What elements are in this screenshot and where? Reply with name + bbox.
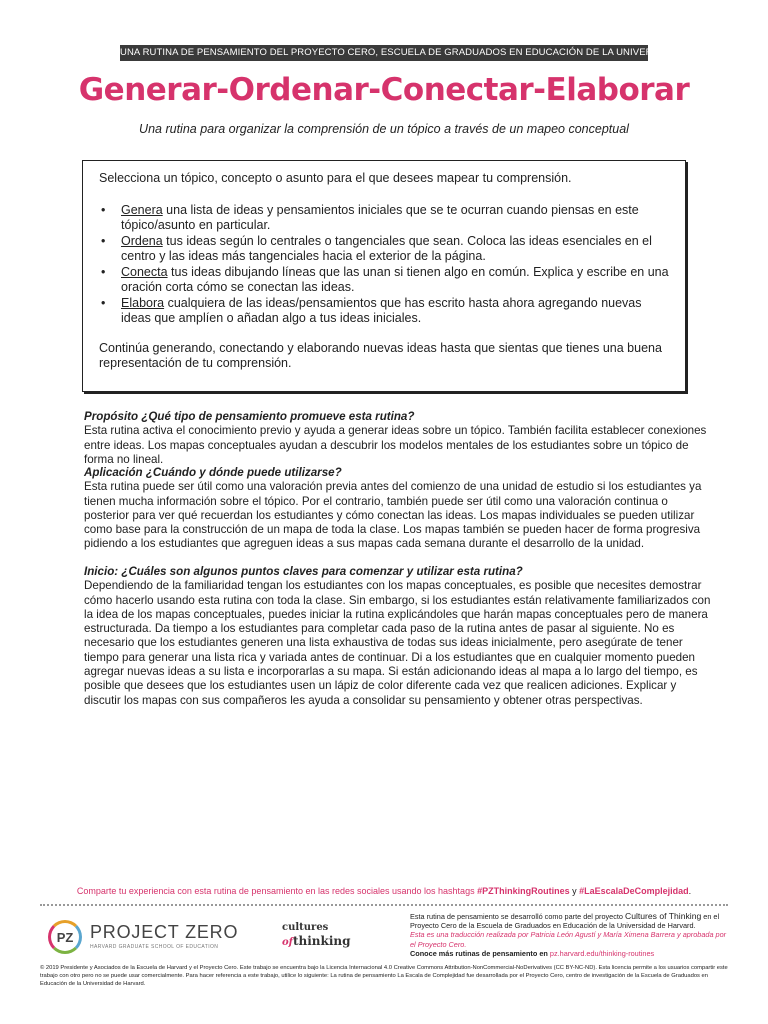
section-heading: Aplicación ¿Cuándo y dónde puede utilizarse? <box>84 466 342 479</box>
more-label: Conoce más rutinas de pensamiento en <box>410 948 550 958</box>
step-keyword: Elabora <box>121 295 165 310</box>
share-end: . <box>688 886 692 896</box>
hashtag-link[interactable]: #LaEscalaDeComplejidad <box>579 886 689 896</box>
section-body: Dependiendo de la familiaridad tengan los estudiantes con los mapas conceptuales, es posible que necesites demostrar cómo hacerlo usando esta rutina con toda la clase. Sin embargo, si los estudiantes están relativamente familiarizados con la idea de los mapas conceptuales, puedes iniciar la rutina explicándoles que harán mapas conceptuales pero de manera estructurada. Da tiempo a los estudiantes para completar cada paso de la rutina antes de pasar al siguiente. No es necesario que los estudiantes generen una lista exhaustiva de todas sus ideas inicialmente, pero asegúrate de tener tiempo para generar una lista rica y variada antes de continuar. Di a los estudiantes que en cualquier momento pueden agregar nuevas ideas a su lista e incorporarlas a su mapa. Si están adicionando ideas al mapa a lo largo del tiempo, es posible que desees que los estudiantes usen un lápiz de color diferente cada vez que realicen adiciones. Explicar y discutir los mapas con sus compañeros les ayuda a consolidar su pensamiento y obtener otras perspectivas. <box>84 579 711 707</box>
copyright-notice: © 2019 Presidente y Asociados de la Escuela de Harvard y el Proyecto Cero. Este trabajo se encuentra bajo la Licencia Internacional 4.0 Creative Commons Attribution-NonCommercial-NoDerivatives (CC BY-NC-ND). Esta licencia permite a los usuarios compartir este trabajo con otro pero no se puede usar comercialmente. Para hacer referencia a este trabajo, utilice lo siguiente: La rutina de pensamiento La Escala de Complejidad fue desarrollada por el Proyecto Cero, centro de investigación de la Escuela de Graduados en Educación de la Universidad de Harvard. <box>40 965 728 987</box>
cot-thinking: thinking <box>292 934 351 948</box>
step-keyword: Genera <box>121 202 163 217</box>
instructions-intro: Selecciona un tópico, concepto o asunto para el que desees mapear tu comprensión. <box>99 171 572 185</box>
step-generate <box>99 203 669 234</box>
credits-block <box>410 912 732 958</box>
share-prefix: Comparte tu experiencia con esta rutina de pensamiento en las redes sociales usando los hashtags <box>76 886 478 896</box>
section-start <box>84 565 716 708</box>
pz-subtitle: HARVARD GRADUATE SCHOOL OF EDUCATION <box>90 944 219 950</box>
project-zero-logo <box>48 918 239 958</box>
step-order <box>99 234 669 265</box>
step-elaborate <box>99 296 669 327</box>
footer-divider <box>40 904 728 906</box>
bullet-icon: • <box>101 295 106 310</box>
bullet-icon: • <box>101 202 106 217</box>
share-and: y <box>569 886 580 896</box>
cot-line2 <box>282 934 351 948</box>
section-heading: Inicio: ¿Cuáles son algunos puntos claves para comenzar y utilizar esta rutina? <box>84 565 523 578</box>
step-keyword: Ordena <box>121 233 163 248</box>
step-text: tus ideas dibujando líneas que las unan si tienen algo en común. Explica y escribe en una oración corta cómo se conectan las ideas. <box>121 264 669 294</box>
cot-of: of <box>282 937 293 948</box>
pz-circle-icon: PZ <box>48 920 82 954</box>
section-heading: Propósito ¿Qué tipo de pensamiento promueve esta rutina? <box>84 410 415 423</box>
cultures-of-thinking-logo <box>282 922 362 952</box>
more-link[interactable]: pz.harvard.edu/thinking-routines <box>549 948 655 958</box>
steps-list <box>99 203 669 327</box>
section-purpose <box>84 410 716 467</box>
page-title: Generar-Ordenar-Conectar-Elaborar <box>78 72 690 108</box>
step-text: una lista de ideas y pensamientos iniciales que se te ocurran cuando piensas en este tópico/asunto en particular. <box>121 202 639 232</box>
instructions-box <box>82 160 686 392</box>
step-text: cualquiera de las ideas/pensamientos que has escrito hasta ahora agregando nuevas ideas que amplíen o añadan algo a tus ideas iniciales. <box>121 295 642 325</box>
credit-pre: Esta rutina de pensamiento se desarrolló como parte del proyecto <box>410 912 625 921</box>
hashtag-link[interactable]: #PZThinkingRoutines <box>477 886 570 896</box>
section-body: Esta rutina puede ser útil como una valoración previa antes del comienzo de una unidad de estudio si los estudiantes ya tienen mucha información sobre el tópico. Por el contrario, también puede ser útil como una valoración continua o posterior para ver qué recuerdan los estudiantes y cómo conectan las ideas. Los mapas individuales se pueden utilizar como base para la construcción de un mapa de toda la clase. Los mapas también se pueden hacer de forma progresiva pidiendo a los estudiantes que agreguen ideas a sus mapas cada semana durante el desarrollo de la unidad. <box>84 480 702 551</box>
share-line <box>0 886 768 896</box>
page-subtitle: Una rutina para organizar la comprensión de un tópico a través de un mapeo conceptual <box>139 122 629 136</box>
more-routines <box>410 949 732 958</box>
bullet-icon: • <box>101 233 106 248</box>
cot-line1: cultures <box>282 922 329 933</box>
step-keyword: Conecta <box>121 264 168 279</box>
translation-note: Esta es una traducción realizada por Patricia León Agustí y María Ximena Barrera y aprobada por el Proyecto Cero. <box>410 930 727 949</box>
credit-project: Cultures of Thinking <box>624 911 702 921</box>
step-connect <box>99 265 669 296</box>
credit-post: en el Proyecto Cero de la Escuela de Graduados en Educación de la Universidad de Harvard. <box>410 912 720 931</box>
instructions-closing: Continúa generando, conectando y elaborando nuevas ideas hasta que sientas que tienes una buena representación de tu comprensión. <box>99 340 662 370</box>
step-text: tus ideas según lo centrales o tangenciales que sean. Coloca las ideas esenciales en el centro y las ideas más tangenciales hacia el exterior de la página. <box>121 233 652 263</box>
section-body: Esta rutina activa el conocimiento previo y ayuda a generar ideas sobre un tópico. También facilita establecer conexiones entre ideas. Los mapas conceptuales ayudan a descubrir los modelos mentales de los estudiantes sobre un tópico de forma no lineal. <box>84 424 707 466</box>
pz-name: PROJECT ZERO <box>90 922 239 942</box>
section-application <box>84 466 716 552</box>
credit-text <box>410 912 732 930</box>
bullet-icon: • <box>101 264 106 279</box>
header-banner: UNA RUTINA DE PENSAMIENTO DEL PROYECTO CERO, ESCUELA DE GRADUADOS EN EDUCACIÓN DE LA UNIVERSIDAD HARVARD. <box>120 45 648 61</box>
